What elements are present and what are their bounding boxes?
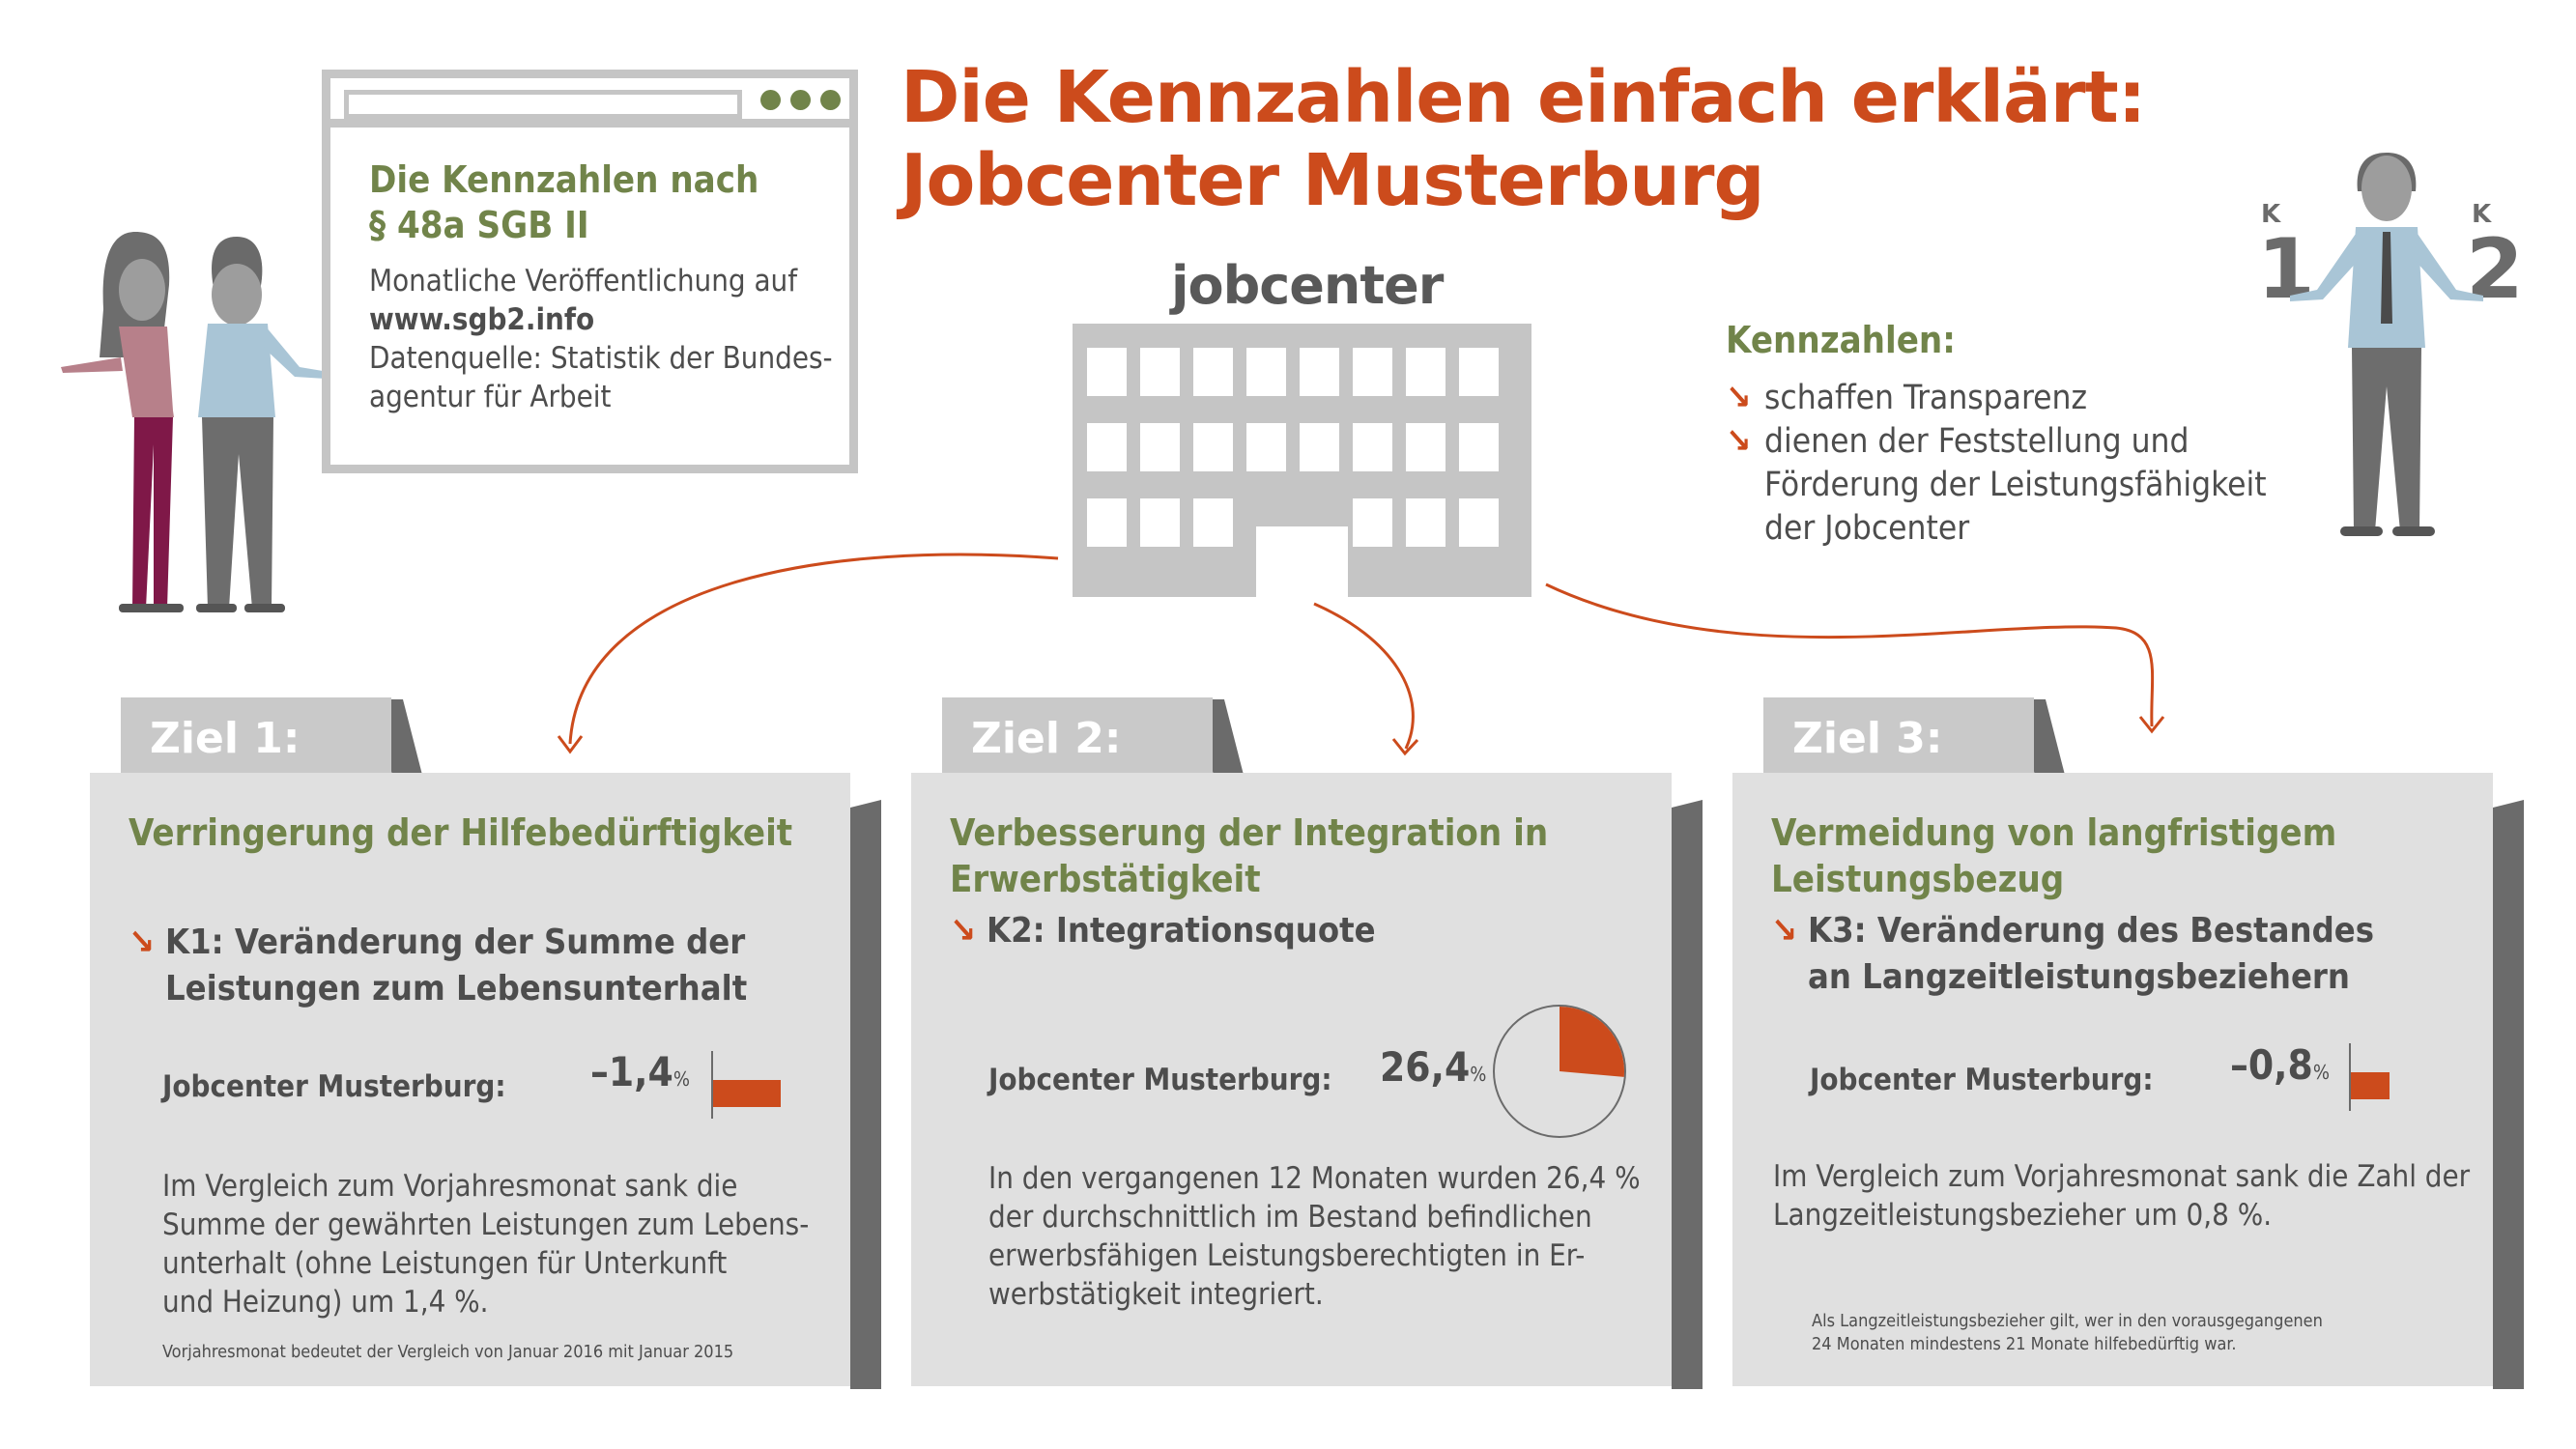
goal-description: Im Vergleich zum Vorjahresmonat sank die Summe der gewährten Leistungen zum Lebens- unterhalt (ohne Leistungen für Unterkunft und Heizung) um 1,4 %. bbox=[162, 1169, 810, 1320]
tab-ziel-3: Ziel 3: bbox=[1763, 697, 2034, 781]
kennzahlen-list bbox=[1726, 377, 2267, 551]
arrow-icon: ↘ bbox=[950, 911, 977, 951]
browser-text: Monatliche Veröffentlichung auf www.sgb2.info Datenquelle: Statistik der Bundes- agentur für Arbeit bbox=[369, 264, 833, 414]
list-item: Förderung der Leistungsfähigkeit bbox=[1764, 466, 2267, 504]
kpi-pie-chart bbox=[1491, 1003, 1628, 1140]
browser-heading: Die Kennzahlen nach § 48a SGB II bbox=[369, 158, 759, 246]
arrow-icon: ↘ bbox=[1726, 379, 1752, 417]
tab-ziel-1: Ziel 1: bbox=[121, 697, 391, 781]
kpi-value: –0,8% bbox=[2230, 1041, 2330, 1089]
title-line-2: Jobcenter Musterburg bbox=[901, 139, 1764, 222]
kpi-label: ↘ K2: Integrationsquote bbox=[950, 908, 1376, 954]
k2-big-digit: 2 bbox=[2466, 221, 2524, 318]
list-item: der Jobcenter bbox=[1764, 509, 1970, 548]
goal-description: In den vergangenen 12 Monaten wurden 26,4 % der durchschnittlich im Bestand befindlichen erwerbsfähigen Leistungsberechtigten in Er- werbstätigkeit integriert. bbox=[988, 1161, 1641, 1312]
k1-small-letter: K bbox=[2261, 200, 2281, 229]
goal-description: Im Vergleich zum Vorjahresmonat sank die Zahl der Langzeitleistungsbezieher um 0,8 %. bbox=[1773, 1159, 2471, 1233]
kpi-bar-chart bbox=[2336, 1043, 2423, 1111]
kpi-value: –1,4% bbox=[590, 1048, 690, 1095]
kpi-bar bbox=[713, 1080, 781, 1107]
kpi-label: ↘ K1: Veränderung der Summe der Leistungen zum Lebensunterhalt bbox=[129, 920, 747, 1012]
kennzahlen-heading: Kennzahlen: bbox=[1726, 319, 1956, 361]
org-label: Jobcenter Musterburg: bbox=[1810, 1063, 2154, 1097]
goal-card-1 bbox=[90, 773, 850, 1386]
arrow-icon: ↘ bbox=[1771, 911, 1798, 951]
footnote: Vorjahresmonat bedeutet der Vergleich von Januar 2016 mit Januar 2015 bbox=[162, 1342, 734, 1362]
list-item: ↘ schaffen Transparenz bbox=[1726, 377, 2267, 420]
goal-title: Verbesserung der Integration in Erwerbstätigkeit bbox=[950, 811, 1549, 900]
goal-title: Verringerung der Hilfebedürftigkeit bbox=[129, 811, 793, 854]
list-item: ↘ dienen der Feststellung und bbox=[1726, 420, 2267, 464]
org-label: Jobcenter Musterburg: bbox=[988, 1063, 1332, 1097]
pie-slice bbox=[1560, 1007, 1624, 1077]
k2-small-letter: K bbox=[2472, 200, 2492, 229]
title-line-1: Die Kennzahlen einfach erklärt: bbox=[901, 56, 2146, 139]
businessman-illustration bbox=[2251, 145, 2541, 560]
kpi-label: ↘ K3: Veränderung des Bestandes an Langzeitleistungsbeziehern bbox=[1771, 908, 2374, 1001]
tab-ziel-2: Ziel 2: bbox=[942, 697, 1213, 781]
goal-card-3 bbox=[1732, 773, 2493, 1386]
kpi-bar bbox=[2351, 1072, 2390, 1099]
org-label: Jobcenter Musterburg: bbox=[162, 1069, 506, 1104]
footnote: Als Langzeitleistungsbezieher gilt, wer in den vorausgegangenen 24 Monaten mindestens 21 Monate hilfebedürftig war. bbox=[1812, 1311, 2323, 1354]
goal-card-2 bbox=[911, 773, 1672, 1386]
goal-title: Vermeidung von langfristigem Leistungsbezug bbox=[1771, 811, 2337, 900]
arrow-icon: ↘ bbox=[1726, 422, 1752, 461]
sgb2-link[interactable]: www.sgb2.info bbox=[369, 302, 595, 337]
kpi-value: 26,4% bbox=[1380, 1043, 1487, 1091]
jobcenter-logo-label: jobcenter bbox=[1171, 255, 1444, 316]
arrow-icon: ↘ bbox=[129, 923, 156, 962]
kpi-bar-chart bbox=[699, 1051, 786, 1119]
k1-big-digit: 1 bbox=[2257, 221, 2315, 318]
